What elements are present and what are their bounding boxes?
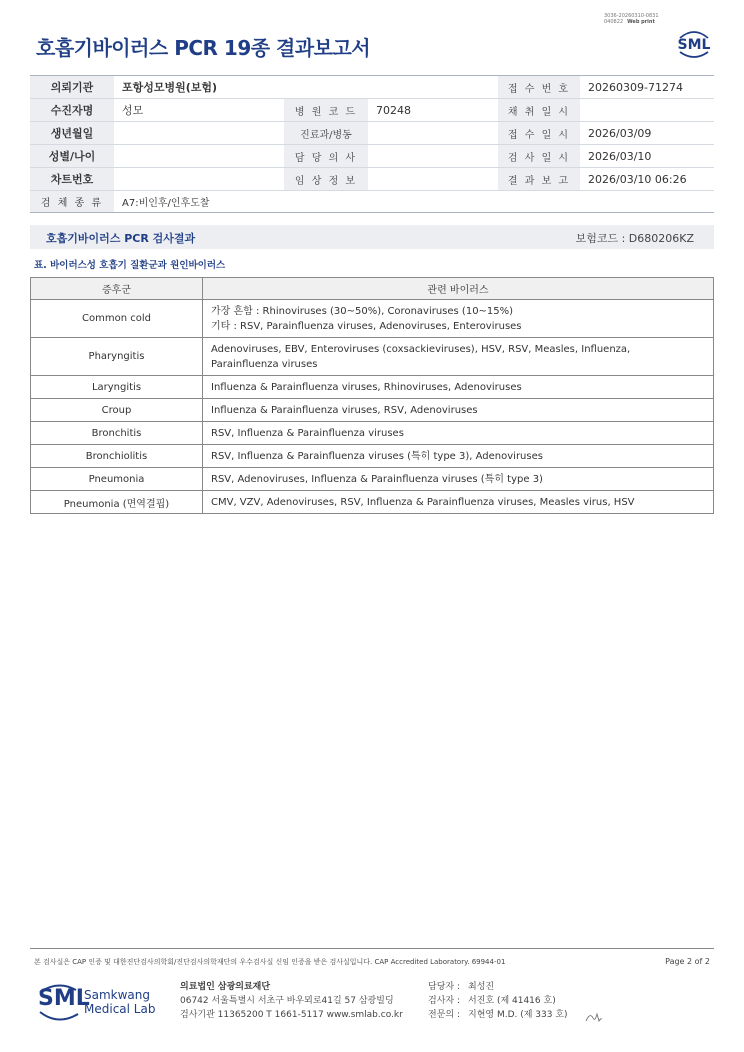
collection-date-value bbox=[580, 99, 714, 122]
test-date-label: 검 사 일 시 bbox=[498, 145, 580, 168]
staff-name: 최성진 bbox=[468, 982, 495, 992]
patient-label: 수진자명 bbox=[30, 99, 114, 122]
row-group: Common cold bbox=[31, 300, 203, 338]
organization-info bbox=[180, 980, 403, 1022]
specimen-value: A7:비인후/인후도찰 bbox=[114, 191, 714, 213]
virus-table bbox=[30, 277, 714, 514]
birth-label: 생년월일 bbox=[30, 122, 114, 145]
result-title: 호흡기바이러스 PCR 검사결과 bbox=[46, 232, 196, 245]
web-print-label: Web print bbox=[627, 19, 655, 25]
patient-info-table bbox=[30, 75, 714, 213]
row-group: Croup bbox=[31, 399, 203, 422]
row-group: Laryngitis bbox=[31, 376, 203, 399]
staff-name: 지현영 M.D. (제 333 호) bbox=[468, 1010, 568, 1020]
doctor-label: 담 당 의 사 bbox=[284, 145, 368, 168]
test-date-value: 2026/03/10 bbox=[580, 145, 714, 168]
clinical-value bbox=[368, 168, 498, 191]
specimen-label: 검 체 종 류 bbox=[30, 191, 114, 213]
receipt-no-value: 20260309-71274 bbox=[580, 76, 714, 99]
requesting-org-label: 의뢰기관 bbox=[30, 76, 114, 99]
chart-value bbox=[114, 168, 284, 191]
row-group: Pneumonia (면역결핍) bbox=[31, 491, 203, 514]
staff-label: 전문의 : bbox=[428, 1010, 460, 1020]
row-virus-line: 가장 흔함 : Rhinoviruses (30~50%), Coronaviruses (10~15%) bbox=[211, 305, 514, 317]
logo-company-name bbox=[84, 988, 155, 1016]
table-row bbox=[31, 300, 714, 338]
collection-date-label: 채 취 일 시 bbox=[498, 99, 580, 122]
report-date-label: 결 과 보 고 bbox=[498, 168, 580, 191]
org-address: 06742 서울특별시 서초구 바우뫼로41길 57 삼광빌딩 bbox=[180, 996, 394, 1006]
receipt-no-label: 접 수 번 호 bbox=[498, 76, 580, 99]
row-viruses bbox=[203, 338, 714, 376]
result-header-bar bbox=[30, 225, 714, 249]
table-header-row bbox=[31, 278, 714, 300]
page-number: Page 2 of 2 bbox=[665, 957, 710, 966]
table-row bbox=[31, 468, 714, 491]
print-code-line2: 040822 bbox=[604, 19, 624, 25]
staff-label: 담당자 : bbox=[428, 982, 460, 992]
row-group: Pharyngitis bbox=[31, 338, 203, 376]
sml-logo-bottom bbox=[36, 980, 166, 1026]
staff-name: 서진호 (제 41416 호) bbox=[468, 996, 556, 1006]
insurance-code: 보험코드 : D680206KZ bbox=[575, 232, 694, 245]
table-row bbox=[31, 491, 714, 514]
print-code bbox=[604, 13, 659, 25]
patient-value: 성모 bbox=[114, 99, 284, 122]
report-date-value: 2026/03/10 06:26 bbox=[580, 168, 714, 191]
table-row bbox=[31, 376, 714, 399]
print-code-line1: 3036-20260310-0831 bbox=[604, 13, 659, 19]
row-viruses bbox=[203, 300, 714, 338]
doctor-value bbox=[368, 145, 498, 168]
hospital-code-value: 70248 bbox=[368, 99, 498, 122]
table-caption: 표. 바이러스성 호흡기 질환군과 원인바이러스 bbox=[34, 260, 226, 271]
staff-label: 검사자 : bbox=[428, 996, 460, 1006]
sex-age-value bbox=[114, 145, 284, 168]
sex-age-label: 성별/나이 bbox=[30, 145, 114, 168]
row-viruses: CMV, VZV, Adenoviruses, RSV, Influenza & Parainfluenza viruses, Measles virus, HSV bbox=[203, 491, 714, 514]
logo-sml-text: SML bbox=[38, 986, 90, 1011]
signature bbox=[584, 1010, 604, 1024]
dept-label: 진료과/병동 bbox=[284, 122, 368, 145]
row-group: Bronchiolitis bbox=[31, 445, 203, 468]
logo-company-line: Samkwang bbox=[84, 988, 150, 1002]
org-contact: 검사기관 11365200 T 1661-5117 www.smlab.co.kr bbox=[180, 1010, 403, 1020]
col-header-virus: 관련 바이러스 bbox=[203, 278, 714, 300]
hospital-code-label: 병 원 코 드 bbox=[284, 99, 368, 122]
report-title: 호흡기바이러스 PCR 19종 결과보고서 bbox=[36, 36, 371, 60]
col-header-group: 증후군 bbox=[31, 278, 203, 300]
staff-info bbox=[428, 980, 568, 1022]
table-row bbox=[31, 422, 714, 445]
row-virus-line: 기타 : RSV, Parainfluenza viruses, Adenoviruses, Enteroviruses bbox=[211, 320, 522, 332]
row-group: Bronchitis bbox=[31, 422, 203, 445]
row-virus-line: Parainfluenza viruses bbox=[211, 358, 318, 370]
requesting-org-value: 포항성모병원(보험) bbox=[114, 76, 498, 99]
chart-label: 차트번호 bbox=[30, 168, 114, 191]
clinical-label: 임 상 정 보 bbox=[284, 168, 368, 191]
row-group: Pneumonia bbox=[31, 468, 203, 491]
row-viruses: Influenza & Parainfluenza viruses, Rhinoviruses, Adenoviruses bbox=[203, 376, 714, 399]
receipt-date-label: 접 수 일 시 bbox=[498, 122, 580, 145]
org-name: 의료법인 삼광의료재단 bbox=[180, 982, 271, 992]
dept-value bbox=[368, 122, 498, 145]
birth-value bbox=[114, 122, 284, 145]
row-viruses: RSV, Adenoviruses, Influenza & Parainfluenza viruses (특히 type 3) bbox=[203, 468, 714, 491]
table-row bbox=[31, 338, 714, 376]
accreditation-note: 본 검사실은 CAP 인증 및 대한진단검사의학회/진단검사의학재단의 우수검사실 신임 인증을 받은 검사실입니다. CAP Accredited Laboratory. 69944-01 bbox=[34, 958, 506, 966]
logo-company-line: Medical Lab bbox=[84, 1002, 156, 1016]
table-row bbox=[31, 445, 714, 468]
table-row bbox=[31, 399, 714, 422]
row-virus-line: Adenoviruses, EBV, Enteroviruses (coxsackieviruses), HSV, RSV, Measles, Influenza, bbox=[211, 343, 631, 355]
row-viruses: Influenza & Parainfluenza viruses, RSV, Adenoviruses bbox=[203, 399, 714, 422]
row-viruses: RSV, Influenza & Parainfluenza viruses (특히 type 3), Adenoviruses bbox=[203, 445, 714, 468]
logo-text: SML bbox=[677, 37, 711, 53]
sml-logo-top bbox=[676, 28, 712, 62]
row-viruses: RSV, Influenza & Parainfluenza viruses bbox=[203, 422, 714, 445]
receipt-date-value: 2026/03/09 bbox=[580, 122, 714, 145]
footer-divider bbox=[30, 948, 714, 949]
